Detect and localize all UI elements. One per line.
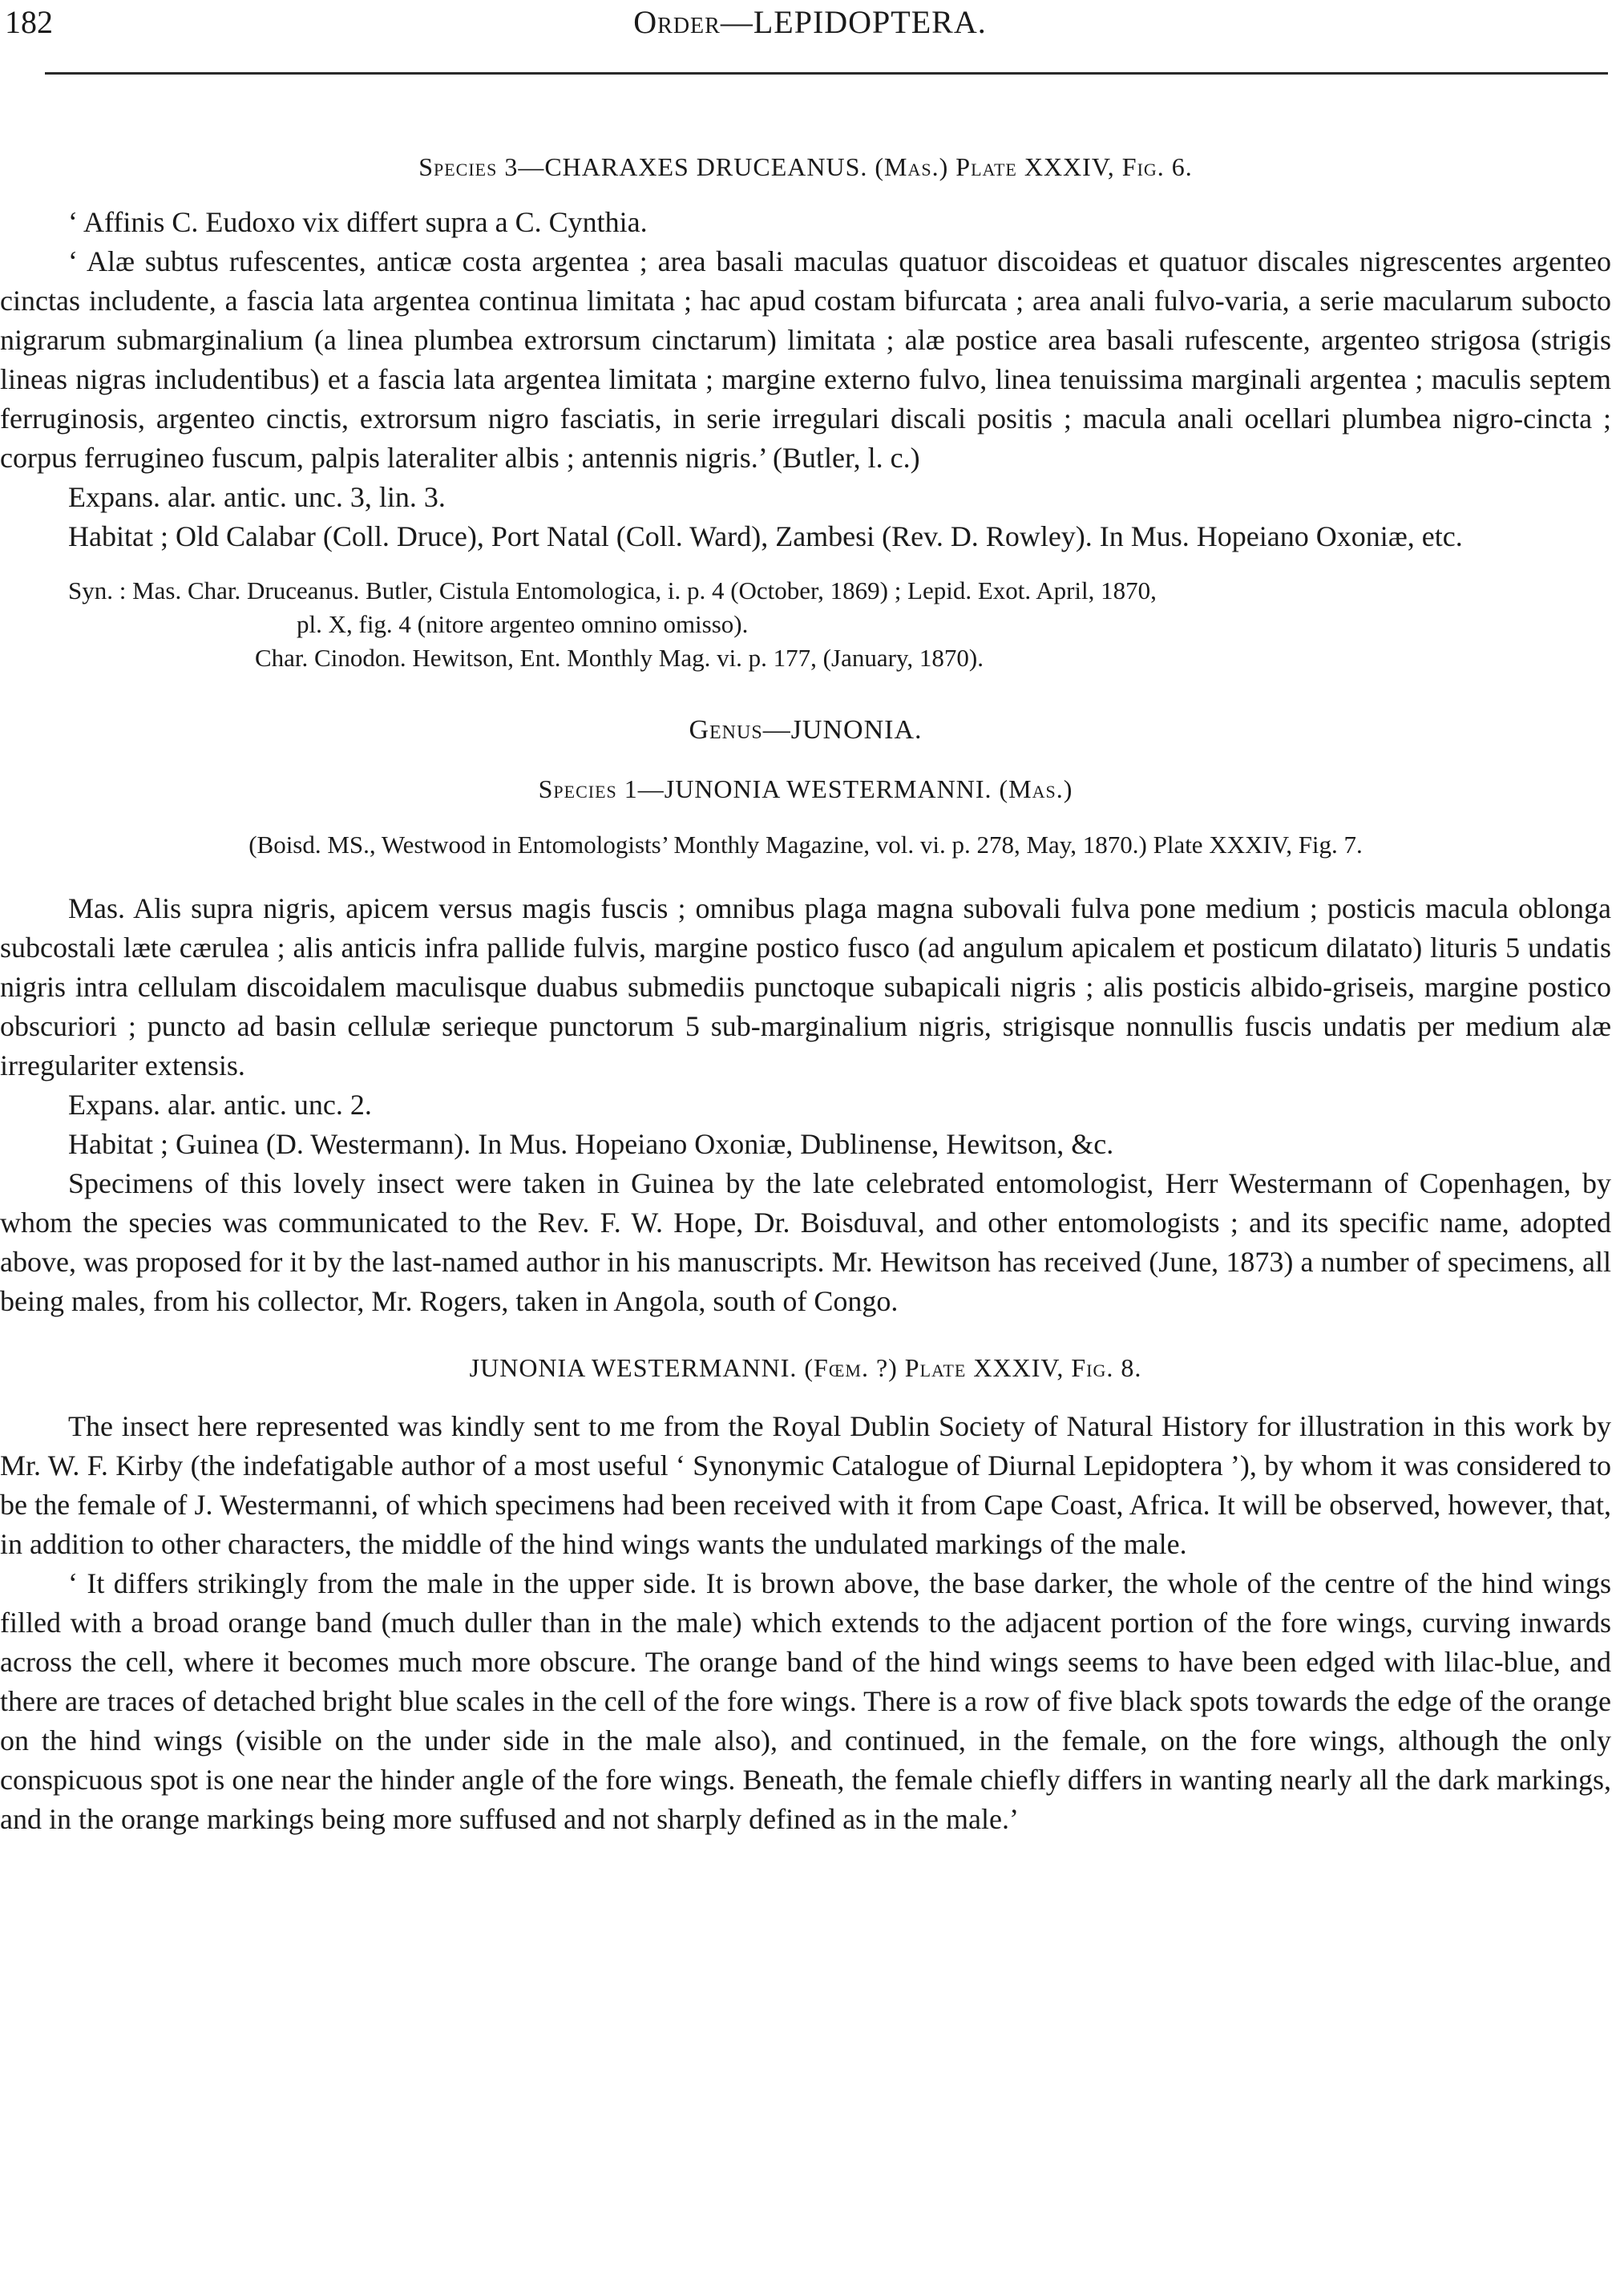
- junonia-specimens: Specimens of this lovely insect were taken in Guinea by the late celebrated entomologist, Herr Westermann of Copenhagen, by whom the species was communicated to the Rev. F. W. Hope, Dr. Boisduval, and other entomologists ; and its specific name, adopted above, was proposed for it by the last-named author in his manuscripts. Mr. Hewitson has received (June, 1873) a number of specimens, all being males, from his collector, Mr. Rogers, taken in Angola, south of Congo.: [0, 1167, 1611, 1317]
- species-heading-charaxes: Species 3—CHARAXES DRUCEANUS. (Mas.) Plate XXXIV, Fig. 6.: [418, 152, 1193, 181]
- synonymy-line-1-cont: pl. X, fig. 4 (nitore argenteo omnino omisso).: [297, 610, 749, 638]
- junonia-citation: (Boisd. MS., Westwood in Entomologists’ Monthly Magazine, vol. vi. p. 278, May, 1870.) Plate XXXIV, Fig. 7.: [248, 831, 1363, 859]
- charaxes-description: ‘ Alæ subtus rufescentes, anticæ costa argentea ; area basali maculas quatuor discoideas et quatuor discales nigrescentes argenteo cinctas includente, a fascia lata argentea continua limitata ; hac apud costam bifurcata ; area anali fulvo-varia, a serie macularum subocto nigrarum submarginalium (a linea plumbea extrorsum cinctarum) limitata ; alæ postice area basali rufescente, argenteo strigosa (strigis lineas nigras includentibus) et a fascia lata argentea limitata ; margine externo fulvo, linea tenuissima marginali argentea ; maculis septem ferruginosis, argenteo cinctis, extrorsum nigro fasciatis, in serie irregulari discali positis ; macula anali ocellari plumbea nigro-cincta ; corpus ferrugineo fuscum, palpis lateraliter albis ; antennis nigris.’ (Butler, l. c.): [0, 245, 1611, 474]
- page-number: 182: [5, 4, 53, 40]
- female-paragraph-2: ‘ It differs strikingly from the male in the upper side. It is brown above, the base darker, the whole of the centre of the hind wings filled with a broad orange band (much duller than in the male) which extends to the adjacent portion of the fore wings, curving inwards across the cell, where it becomes much more obscure. The orange band of the hind wings seems to have been edged with lilac-blue, and there are traces of detached bright blue scales in the cell of the fore wings. There is a row of five black spots towards the edge of the orange on the hind wings (visible on the under side in the male also), and continued, in the female, on the fore wings, although the only conspicuous spot is one near the hinder angle of the fore wings. Beneath, the female chiefly differs in wanting nearly all the dark markings, and in the orange markings being more suffused and not sharply defined as in the male.’: [0, 1567, 1611, 1835]
- affinis-line: ‘ Affinis C. Eudoxo vix differt supra a C. Cynthia.: [68, 206, 648, 238]
- synonymy-line-2: Char. Cinodon. Hewitson, Ent. Monthly Mag. vi. p. 177, (January, 1870).: [255, 644, 984, 672]
- charaxes-expans: Expans. alar. antic. unc. 3, lin. 3.: [68, 481, 446, 513]
- running-head: Order—LEPIDOPTERA.: [633, 4, 987, 40]
- charaxes-habitat: Habitat ; Old Calabar (Coll. Druce), Port Natal (Coll. Ward), Zambesi (Rev. D. Rowley). In Mus. Hopeiano Oxoniæ, etc.: [68, 520, 1463, 552]
- junonia-expans: Expans. alar. antic. unc. 2.: [68, 1089, 372, 1121]
- species-heading-junonia-female: JUNONIA WESTERMANNI. (Fœm. ?) Plate XXXIV, Fig. 8.: [469, 1353, 1142, 1382]
- synonymy-line-1: Syn. : Mas. Char. Druceanus. Butler, Cistula Entomologica, i. p. 4 (October, 1869) ; Lepid. Exot. April, 1870,: [68, 576, 1157, 604]
- junonia-description: Mas. Alis supra nigris, apicem versus magis fuscis ; omnibus plaga magna subovali fulva pone medium ; posticis macula oblonga subcostali læte cærulea ; alis anticis infra pallide fulvis, margine postico fusco (ad angulum apicalem et posticum dilatato) lituris 5 undatis nigris intra cellulam discoidalem maculisque duabus submediis punctoque subapicali nigris ; alis posticis albido-griseis, margine postico obscuriori ; puncto ad basin cellulæ serieque punctorum 5 sub-marginalium nigris, strigisque nonnullis fuscis undatis per medium alæ irregulariter extensis.: [0, 892, 1611, 1081]
- junonia-habitat: Habitat ; Guinea (D. Westermann). In Mus. Hopeiano Oxoniæ, Dublinense, Hewitson, &c.: [68, 1128, 1114, 1160]
- genus-heading-junonia: Genus—JUNONIA.: [689, 715, 923, 745]
- header-rule: [45, 72, 1608, 75]
- species-heading-junonia: Species 1—JUNONIA WESTERMANNI. (Mas.): [538, 774, 1073, 803]
- female-paragraph-1: The insect here represented was kindly sent to me from the Royal Dublin Society of Natural History for illustration in this work by Mr. W. F. Kirby (the indefatigable author of a most useful ‘ Synonymic Catalogue of Diurnal Lepidoptera ’), by whom it was considered to be the female of J. Westermanni, of which specimens had been received with it from Cape Coast, Africa. It will be observed, however, that, in addition to other characters, the middle of the hind wings wants the undulated markings of the male.: [0, 1410, 1611, 1560]
- page-header: [0, 0, 1620, 72]
- page-body: [0, 152, 1611, 1839]
